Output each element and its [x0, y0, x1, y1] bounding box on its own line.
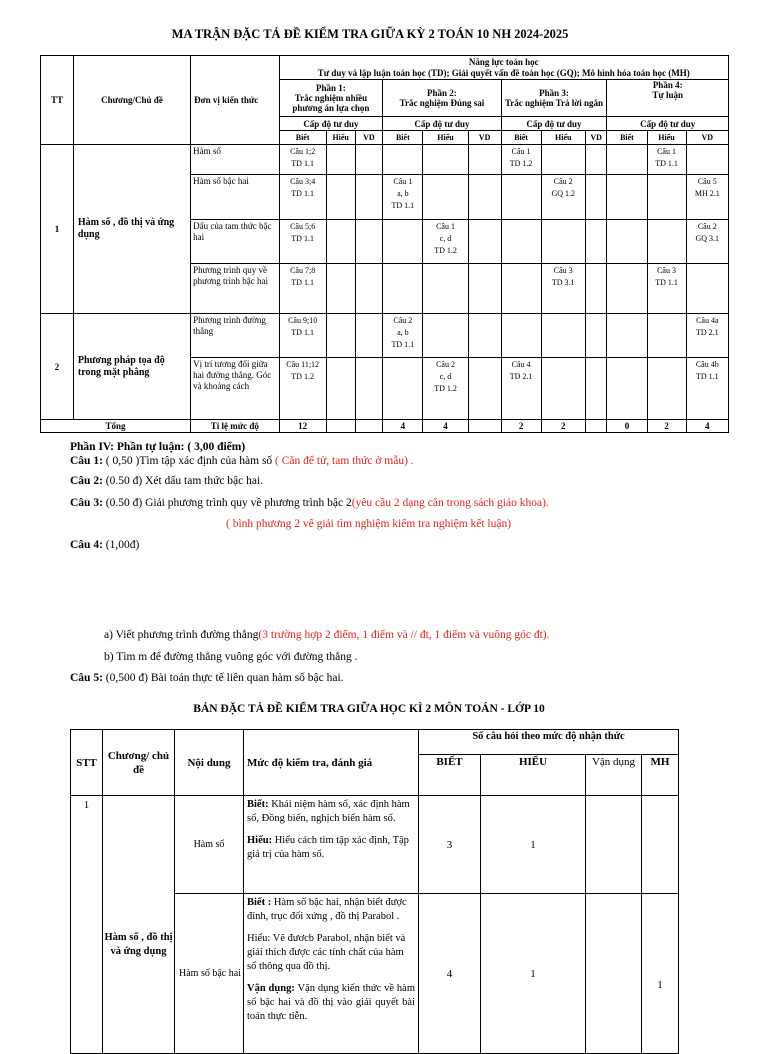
- question-4: Câu 4: (1,00đ): [70, 539, 140, 551]
- question-5: Câu 5: (0,500 đ) Bài toán thực tế liên quan hàm số bậc hai.: [70, 672, 344, 684]
- matrix-cell: [686, 264, 728, 314]
- col-header-chapter: Chương/Chủ đề: [73, 56, 190, 145]
- matrix-cell: [501, 264, 541, 314]
- matrix-cell: Câu 1;2 TD 1.1: [279, 145, 326, 175]
- matrix-cell: [326, 145, 355, 175]
- matrix-cell: [607, 175, 647, 220]
- col-header-competency: Năng lực toán học: [279, 56, 729, 68]
- matrix-cell: Câu 3;4 TD 1.1: [279, 175, 326, 220]
- spec-header-hieu: HIỂU: [481, 755, 586, 796]
- spec-count-hieu: 1: [481, 796, 586, 894]
- matrix-cell: [541, 358, 585, 420]
- spec-header-levels: Mức độ kiểm tra, đánh giá: [244, 730, 419, 796]
- matrix-cell: [468, 314, 501, 358]
- total-cell: 2: [647, 420, 686, 433]
- matrix-cell: [585, 314, 607, 358]
- part-header-4: Phần 4: Tự luận: [607, 80, 729, 117]
- spec-count-mh: 1: [642, 894, 679, 1054]
- level-label: Cấp độ tư duy: [383, 117, 501, 131]
- level-label: Cấp độ tư duy: [279, 117, 383, 131]
- spec-table: [70, 729, 679, 1054]
- matrix-cell: [468, 358, 501, 420]
- matrix-cell: [585, 358, 607, 420]
- level-hieu: Hiểu: [423, 131, 468, 145]
- level-vd: VD: [355, 131, 383, 145]
- knowledge-unit: Phương trình đường thẳng: [191, 314, 279, 358]
- col-header-tt: TT: [41, 56, 74, 145]
- level-biet: Biết: [279, 131, 326, 145]
- spec-stt: 1: [71, 796, 103, 1054]
- matrix-cell: Câu 2 GQ 3.1: [686, 220, 728, 264]
- matrix-cell: [607, 314, 647, 358]
- matrix-cell: [607, 358, 647, 420]
- matrix-cell: [468, 264, 501, 314]
- spec-header-count: Số câu hỏi theo mức độ nhận thức: [419, 730, 679, 755]
- chapter-name: Phương pháp tọa độ trong mặt phẳng: [73, 314, 190, 420]
- matrix-cell: [647, 358, 686, 420]
- matrix-cell: [607, 264, 647, 314]
- knowledge-unit: Phương trình quy về phương trình bậc hai: [191, 264, 279, 314]
- total-label: Tổng: [41, 420, 191, 433]
- matrix-cell: Câu 4 TD 2.1: [501, 358, 541, 420]
- question-4a: a) Viết phương trình đường thẳng(3 trường hợp 2 điểm, 1 điểm và // đt, 1 điểm và vuông góc đt).: [104, 629, 550, 641]
- matrix-cell: Câu 5 MH 2.1: [686, 175, 728, 220]
- matrix-cell: Câu 11;12 TD 1.2: [279, 358, 326, 420]
- matrix-cell: [647, 175, 686, 220]
- spec-title: BẢN ĐẶC TẢ ĐỀ KIỂM TRA GIỮA HỌC KÌ 2 MÔN TOÁN - LỚP 10: [193, 703, 545, 715]
- matrix-cell: Câu 2 GQ 1.2: [541, 175, 585, 220]
- total-cell: 2: [501, 420, 541, 433]
- level-hieu: Hiểu: [326, 131, 355, 145]
- total-cell: 2: [541, 420, 585, 433]
- level-hieu: Hiểu: [541, 131, 585, 145]
- level-biet: Biết: [607, 131, 647, 145]
- knowledge-unit: Hàm số bậc hai: [191, 175, 279, 220]
- matrix-row: [41, 314, 729, 358]
- matrix-cell: [423, 175, 468, 220]
- matrix-cell: [383, 358, 423, 420]
- matrix-cell: [541, 220, 585, 264]
- spec-count-vandung: [586, 796, 642, 894]
- matrix-cell: [355, 358, 383, 420]
- matrix-cell: [647, 220, 686, 264]
- matrix-cell: [326, 264, 355, 314]
- col-header-competency-detail: Tư duy và lập luận toán học (TD); Giải quyết vấn đề toán học (GQ); Mô hình hóa toán học (MH): [279, 68, 729, 80]
- matrix-table: [40, 55, 729, 433]
- matrix-cell: [585, 145, 607, 175]
- spec-description: Biết : Hàm số bậc hai, nhận biết được đỉnh, trục đối xứng , đồ thị Parabol . Hiểu: Vẽ đươcb Parabol, nhận biết và giải thích được các tính chất của hàm số thông qua đồ thị. Vận dụng: Vận dụng kiến thức về hàm số bậc hai và đồ thị vào giải quyết bài toán thực tiễn.: [244, 894, 419, 1054]
- matrix-cell: Câu 1 a, b TD 1.1: [383, 175, 423, 220]
- spec-header-content: Nội dung: [175, 730, 244, 796]
- matrix-cell: [647, 314, 686, 358]
- spec-header-biet: BIẾT: [419, 755, 481, 796]
- col-header-unit: Đơn vị kiến thức: [191, 56, 279, 145]
- level-vd: VD: [468, 131, 501, 145]
- matrix-cell: [326, 220, 355, 264]
- matrix-cell: [423, 314, 468, 358]
- total-cell: [585, 420, 607, 433]
- chapter-name: Hàm số , đồ thị và ứng dụng: [73, 145, 190, 314]
- spec-count-biet: 3: [419, 796, 481, 894]
- matrix-cell: Câu 1 TD 1.2: [501, 145, 541, 175]
- matrix-cell: [355, 264, 383, 314]
- matrix-cell: [326, 358, 355, 420]
- matrix-cell: Câu 7;8 TD 1.1: [279, 264, 326, 314]
- matrix-cell: [607, 145, 647, 175]
- matrix-cell: [355, 220, 383, 264]
- level-biet: Biết: [501, 131, 541, 145]
- spec-header-vandung: Vận dụng: [586, 755, 642, 796]
- matrix-cell: [468, 220, 501, 264]
- matrix-cell: [326, 175, 355, 220]
- matrix-cell: Câu 4b TD 1.1: [686, 358, 728, 420]
- spec-count-vandung: [586, 894, 642, 1054]
- chapter-number: 2: [41, 314, 74, 420]
- matrix-cell: Câu 2 c, d TD 1.2: [423, 358, 468, 420]
- question-3: Câu 3: (0.50 đ) Giải phương trình quy về phương trình bậc 2(yêu cầu 2 dạng căn trong sách giáo khoa).: [70, 497, 549, 509]
- total-cell: 4: [423, 420, 468, 433]
- matrix-cell: Câu 5;6 TD 1.1: [279, 220, 326, 264]
- matrix-cell: [541, 145, 585, 175]
- total-cell: 12: [279, 420, 326, 433]
- spec-content: Hàm số: [175, 796, 244, 894]
- total-cell: 4: [686, 420, 728, 433]
- spec-count-biet: 4: [419, 894, 481, 1054]
- chapter-number: 1: [41, 145, 74, 314]
- spec-chapter: Hàm số , đồ thị và ứng dụng: [103, 796, 175, 1054]
- matrix-cell: [501, 175, 541, 220]
- total-cell: [326, 420, 355, 433]
- level-vd: VD: [585, 131, 607, 145]
- matrix-cell: [423, 264, 468, 314]
- matrix-cell: [585, 175, 607, 220]
- question-4b: b) Tìm m để đường thẳng vuông góc với đường thẳng .: [104, 651, 358, 663]
- page-title: MA TRẬN ĐẶC TẢ ĐỀ KIỂM TRA GIỮA KỲ 2 TOÁN 10 NH 2024-2025: [171, 27, 569, 41]
- spec-row: [71, 796, 679, 894]
- total-cell: [355, 420, 383, 433]
- matrix-cell: Câu 3 TD 3.1: [541, 264, 585, 314]
- matrix-cell: [585, 220, 607, 264]
- question-1: Câu 1: ( 0,50 )Tìm tập xác định của hàm số ( Căn để tử, tam thức ở mẫu) .: [70, 455, 414, 467]
- matrix-cell: [423, 145, 468, 175]
- total-cell: 0: [607, 420, 647, 433]
- matrix-cell: Câu 1 TD 1.1: [647, 145, 686, 175]
- level-vd: VD: [686, 131, 728, 145]
- level-biet: Biết: [383, 131, 423, 145]
- knowledge-unit: Dấu của tam thức bậc hai: [191, 220, 279, 264]
- matrix-cell: [355, 145, 383, 175]
- ratio-label: Tỉ lệ mức độ: [191, 420, 279, 433]
- totals-row: [41, 420, 729, 433]
- spec-count-hieu: 1: [481, 894, 586, 1054]
- part-header-2: Phần 2: Trắc nghiệm Đúng sai: [383, 80, 501, 117]
- level-hieu: Hiểu: [647, 131, 686, 145]
- part-header-1: Phần 1: Trắc nghiệm nhiều phương án lựa chọn: [279, 80, 383, 117]
- essay-heading: Phần IV: Phần tự luận: ( 3,00 điểm): [70, 441, 246, 453]
- matrix-cell: [326, 314, 355, 358]
- matrix-cell: [355, 175, 383, 220]
- matrix-cell: Câu 2 a, b TD 1.1: [383, 314, 423, 358]
- question-3-note: ( bình phương 2 vế giải tìm nghiệm kiểm tra nghiệm kết luận): [226, 518, 512, 530]
- matrix-cell: Câu 9;10 TD 1.1: [279, 314, 326, 358]
- matrix-cell: [607, 220, 647, 264]
- matrix-cell: [468, 145, 501, 175]
- spec-count-mh: [642, 796, 679, 894]
- total-cell: [468, 420, 501, 433]
- matrix-cell: [383, 220, 423, 264]
- matrix-cell: Câu 4a TD 2.1: [686, 314, 728, 358]
- spec-header-stt: STT: [71, 730, 103, 796]
- matrix-cell: [468, 175, 501, 220]
- total-cell: 4: [383, 420, 423, 433]
- matrix-cell: [501, 314, 541, 358]
- level-label: Cấp độ tư duy: [607, 117, 729, 131]
- matrix-cell: [501, 220, 541, 264]
- matrix-cell: [355, 314, 383, 358]
- part-header-3: Phần 3: Trắc nghiệm Trả lời ngắn: [501, 80, 607, 117]
- matrix-cell: [686, 145, 728, 175]
- knowledge-unit: Vị trí tương đối giữa hai đường thẳng. Góc và khoảng cách: [191, 358, 279, 420]
- matrix-cell: [383, 264, 423, 314]
- spec-header-mh: MH: [642, 755, 679, 796]
- spec-description: Biết: Khái niệm hàm số, xác định hàm số, Đồng biến, nghịch biến hàm số. Hiểu: Hiểu cách tìm tập xác định, Tập giá trị của hàm số.: [244, 796, 419, 894]
- matrix-cell: [585, 264, 607, 314]
- matrix-cell: [541, 314, 585, 358]
- matrix-cell: [383, 145, 423, 175]
- matrix-cell: Câu 3 TD 1.1: [647, 264, 686, 314]
- spec-header-chapter: Chương/ chủ đề: [103, 730, 175, 796]
- spec-content: Hàm số bậc hai: [175, 894, 244, 1054]
- matrix-row: [41, 145, 729, 175]
- level-label: Cấp độ tư duy: [501, 117, 607, 131]
- knowledge-unit: Hàm số: [191, 145, 279, 175]
- question-2: Câu 2: (0.50 đ) Xét dấu tam thức bậc hai.: [70, 475, 264, 487]
- matrix-cell: Câu 1 c, d TD 1.2: [423, 220, 468, 264]
